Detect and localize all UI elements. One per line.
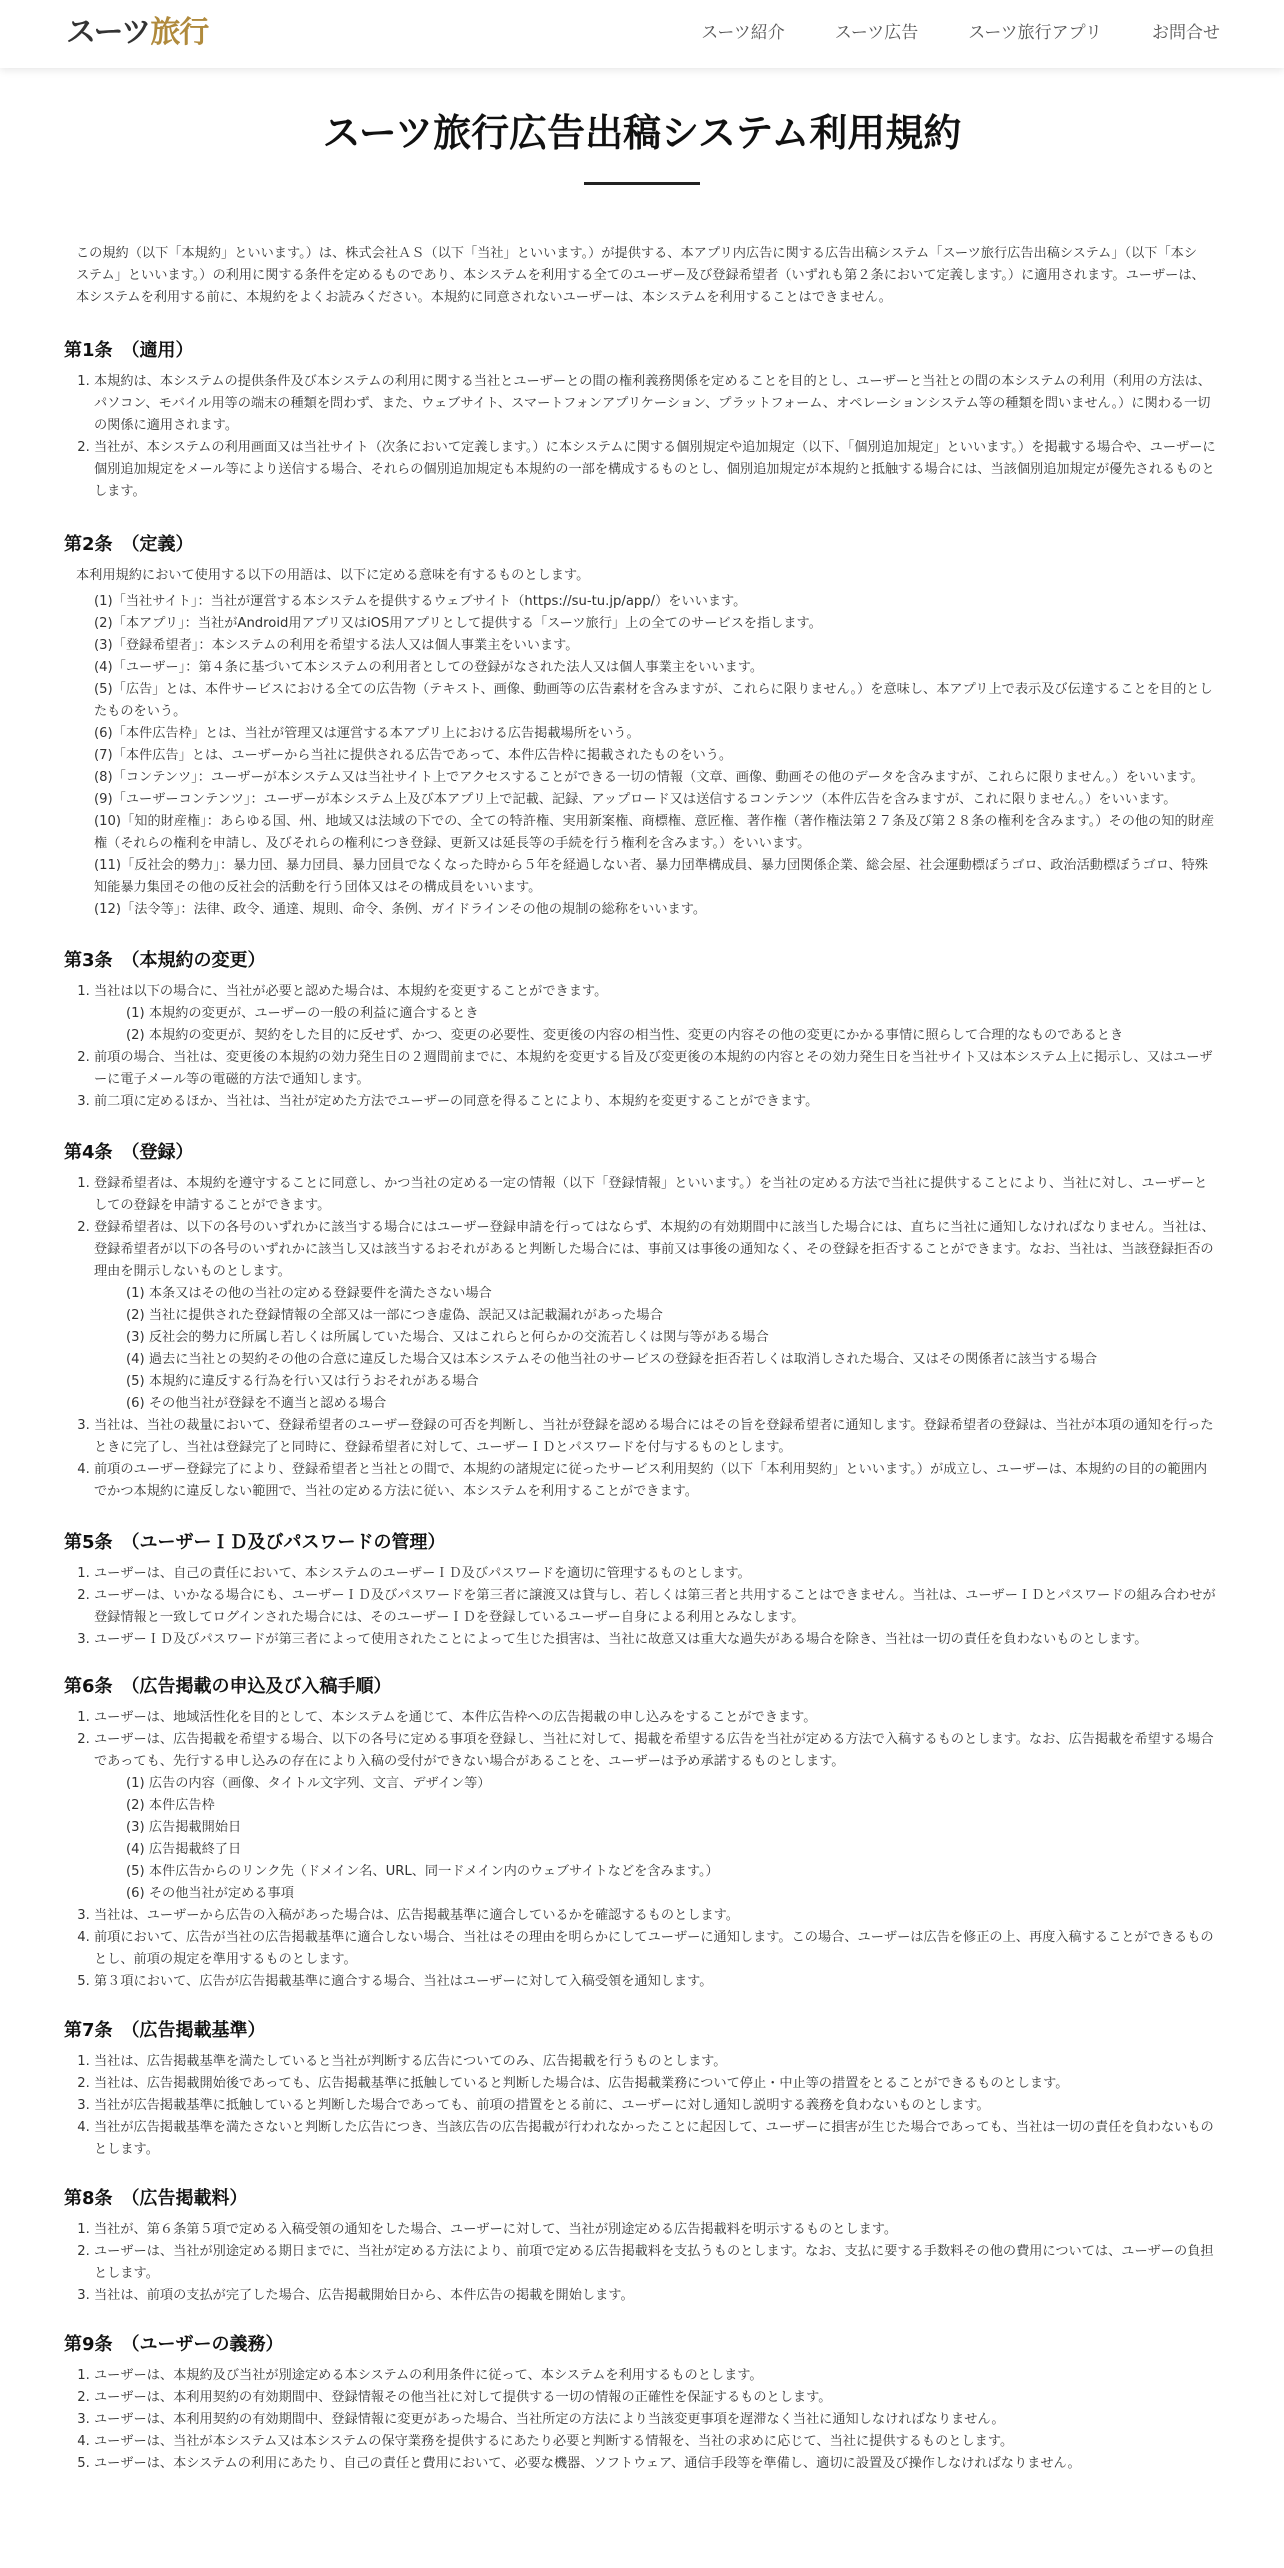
definition-item: (6)「本件広告枠」とは、当社が管理又は運営する本アプリ上における広告掲載場所をいう。 [94,726,640,741]
article-heading: 第6条 （広告掲載の申込及び入稿手順） [64,1676,392,1697]
definition-item: (10)「知的財産権」：あらゆる国、州、地域又は法域の下での、全ての特許権、実用新案権、商標権、意匠権、著作権（著作権法第２７条及び第２８条の権利を含みます。）その他の知的財産権（それらの権利を申請し、及びそれらの権利につき登録、更新又は延長等の手続を行う権利を含みます。）をいいます。 [94,814,1215,851]
sub-list [94,1773,1220,1905]
article-heading: 第8条 （広告掲載料） [64,2188,248,2209]
sub-list [94,1283,1220,1415]
list-item [94,1217,1220,1415]
list-item: 4. ユーザーは、当社が本システム又は本システムの保守業務を提供するにあたり必要と判断する情報を、当社の求めに応じて、当社に提供するものとします。 [94,2431,1220,2453]
list-item: 2. ユーザーは、当社が別途定める期日までに、当社が定める方法により、前項で定める広告掲載料を支払うものとします。なお、支払に要する手数料その他の費用については、ユーザーの負担とします。 [94,2241,1220,2285]
sub-item: (2) 当社に提供された登録情報の全部又は一部につき虚偽、誤記又は記載漏れがあった場合 [126,1308,663,1323]
page-title: スーツ旅行広告出稿システム利用規約 [322,111,962,155]
article-items [64,2051,1220,2161]
article-lead: 本利用規約において使用する以下の用語は、以下に定める意味を有するものとします。 [76,568,590,583]
article-4 [64,1139,1220,1503]
nav-link-contact[interactable]: お問合せ [1152,23,1220,42]
article-8 [64,2185,1220,2307]
site-header [0,0,1284,68]
list-item: 2. 前項の場合、当社は、変更後の本規約の効力発生日の２週間前までに、本規約を変更する旨及び変更後の本規約の内容とその効力発生日を当社サイト又は本システム上に掲示し、又はユーザーに電子メール等の電磁的方法で通知します。 [94,1047,1220,1091]
list-item: 3. 当社は、ユーザーから広告の入稿があった場合は、広告掲載基準に適合しているかを確認するものとします。 [94,1905,1220,1927]
sub-item: (2) 本件広告枠 [126,1798,215,1813]
nav-link-travel-app[interactable]: スーツ旅行アプリ [968,23,1102,42]
article-items [64,2219,1220,2307]
list-item: 3. 当社が広告掲載基準に抵触していると判断した場合であっても、前項の措置をとる前に、ユーザーに対し通知し説明する義務を負わないものとします。 [94,2095,1220,2117]
list-item: 2. ユーザーは、本利用契約の有効期間中、登録情報その他当社に対して提供する一切の情報の正確性を保証するものとします。 [94,2387,1220,2409]
logo-text-accent: 旅行 [150,15,209,50]
list-item: 1. 当社は、広告掲載基準を満たしていると当社が判断する広告についてのみ、広告掲載を行うものとします。 [94,2051,1220,2073]
list-item: 4. 前項のユーザー登録完了により、登録希望者と当社との間で、本規約の諸規定に従ったサービス利用契約（以下「本利用契約」といいます。）が成立し、ユーザーは、本規約の目的の範囲内でかつ本規約に違反しない範囲で、当社の定める方法に従い、本システムを利用することができます。 [94,1459,1220,1503]
article-heading: 第1条 （適用） [64,340,194,361]
sub-item: (2) 本規約の変更が、契約をした目的に反せず、かつ、変更の必要性、変更後の内容の相当性、変更の内容その他の変更にかかる事情に照らして合理的なものであるとき [126,1028,1124,1043]
article-heading: 第7条 （広告掲載基準） [64,2020,266,2041]
sub-item: (6) その他当社が定める事項 [126,1886,294,1901]
list-item: 5. ユーザーは、本システムの利用にあたり、自己の責任と費用において、必要な機器、ソフトウェア、通信手段等を準備し、適切に設置及び操作しなければなりません。 [94,2453,1220,2475]
list-item: 4. 前項において、広告が当社の広告掲載基準に適合しない場合、当社はその理由を明らかにしてユーザーに通知します。この場合、ユーザーは広告を修正の上、再度入稿することができるものとし、前項の規定を準用するものとします。 [94,1927,1220,1971]
article-heading: 第4条 （登録） [64,1142,194,1163]
list-item: 3. 当社は、当社の裁量において、登録希望者のユーザー登録の可否を判断し、当社が登録を認める場合にはその旨を登録希望者に通知します。登録希望者の登録は、当社が本項の通知を行ったときに完了し、当社は登録完了と同時に、登録希望者に対して、ユーザーＩＤとパスワードを付与するものとします。 [94,1415,1220,1459]
list-item [94,1729,1220,1905]
terms-content [0,106,1284,2475]
definition-item: (4)「ユーザー」：第４条に基づいて本システムの利用者としての登録がなされた法人又は個人事業主をいいます。 [94,660,764,675]
list-item-text: ユーザーは、広告掲載を希望する場合、以下の各号に定める事項を登録し、当社に対して、掲載を希望する広告を当社が定める方法で入稿するものとします。なお、広告掲載を希望する場合であっても、先行する申し込みの存在により入稿の受付ができない場合があることを、ユーザーは予め承諾するものとします。 [94,1732,1214,1769]
article-items [64,371,1220,503]
sub-item: (5) 本件広告からのリンク先（ドメイン名、URL、同一ドメイン内のウェブサイトなどを含みます。） [126,1864,719,1879]
sub-item: (3) 反社会的勢力に所属し若しくは所属していた場合、又はこれらと何らかの交流若しくは関与等がある場合 [126,1330,769,1345]
definition-item: (8)「コンテンツ」：ユーザーが本システム又は当社サイト上でアクセスすることができる一切の情報（文章、画像、動画その他のデータを含みますが、これらに限りません。）をいいます。 [94,770,1204,785]
article-3 [64,947,1220,1113]
definition-item: (5)「広告」とは、本件サービスにおける全ての広告物（テキスト、画像、動画等の広告素材を含みますが、これらに限りません。）を意味し、本アプリ上で表示及び伝達することを目的としたものをいう。 [94,682,1213,719]
definition-item: (3)「登録希望者」：本システムの利用を希望する法人又は個人事業主をいいます。 [94,638,579,653]
article-heading: 第5条 （ユーザーＩＤ及びパスワードの管理） [64,1532,446,1553]
sub-item: (1) 本条又はその他の当社の定める登録要件を満たさない場合 [126,1286,492,1301]
definition-item: (11)「反社会的勢力」：暴力団、暴力団員、暴力団員でなくなった時から５年を経過しない者、暴力団準構成員、暴力団関係企業、総会屋、社会運動標ぼうゴロ、政治活動標ぼうゴロ、特殊知能暴力集団その他の反社会的活動を行う団体又はその構成員をいいます。 [94,858,1208,895]
article-items [64,981,1220,1113]
list-item: 1. ユーザーは、地域活性化を目的として、本システムを通じて、本件広告枠への広告掲載の申し込みをすることができます。 [94,1707,1220,1729]
article-9 [64,2331,1220,2475]
sub-list [94,1003,1220,1047]
list-item: 1. ユーザーは、本規約及び当社が別途定める本システムの利用条件に従って、本システムを利用するものとします。 [94,2365,1220,2387]
article-7 [64,2017,1220,2161]
article-2 [64,531,1220,921]
definition-item: (7)「本件広告」とは、ユーザーから当社に提供される広告であって、本件広告枠に掲載されたものをいう。 [94,748,733,763]
list-item: 2. ユーザーは、いかなる場合にも、ユーザーＩＤ及びパスワードを第三者に譲渡又は貸与し、若しくは第三者と共用することはできません。当社は、ユーザーＩＤとパスワードの組み合わせが登録情報と一致してログインされた場合には、そのユーザーＩＤを登録しているユーザー自身による利用とみなします。 [94,1585,1220,1629]
title-underline [584,182,700,185]
definition-item: (2)「本アプリ」：当社がAndroid用アプリ又はiOS用アプリとして提供する「スーツ旅行」上の全てのサービスを指します。 [94,616,822,631]
article-items [64,1563,1220,1651]
list-item: 1. 本規約は、本システムの提供条件及び本システムの利用に関する当社とユーザーとの間の権利義務関係を定めることを目的とし、ユーザーと当社との間の本システムの利用（利用の方法は、パソコン、モバイル用等の端末の種類を問わず、また、ウェブサイト、スマートフォンアプリケーション、プラットフォーム、オペレーションシステム等の種類を問いません。）に関わる一切の関係に適用されます。 [94,371,1220,437]
sub-item: (4) 過去に当社との契約その他の合意に違反した場合又は本システムその他当社のサービスの登録を拒否若しくは取消しされた場合、又はその関係者に該当する場合 [126,1352,1098,1367]
article-heading: 第3条 （本規約の変更） [64,950,266,971]
definition-item: (1)「当社サイト」：当社が運営する本システムを提供するウェブサイト（https://su-tu.jp/app/）をいいます。 [94,594,747,609]
main-nav [651,22,1220,44]
article-items [64,1173,1220,1503]
list-item: 1. 当社が、第６条第５項で定める入稿受領の通知をした場合、ユーザーに対して、当社が別途定める広告掲載料を明示するものとします。 [94,2219,1220,2241]
list-item: 3. 当社は、前項の支払が完了した場合、広告掲載開始日から、本件広告の掲載を開始します。 [94,2285,1220,2307]
article-heading: 第9条 （ユーザーの義務） [64,2334,284,2355]
list-item: 1. 登録希望者は、本規約を遵守することに同意し、かつ当社の定める一定の情報（以下「登録情報」といいます。）を当社の定める方法で当社に提供することにより、当社に対し、ユーザーとしての登録を申請することができます。 [94,1173,1220,1217]
list-item: 5. 第３項において、広告が広告掲載基準に適合する場合、当社はユーザーに対して入稿受領を通知します。 [94,1971,1220,1993]
list-item [94,981,1220,1047]
article-5 [64,1529,1220,1651]
sub-item: (1) 広告の内容（画像、タイトル文字列、文言、デザイン等） [126,1776,491,1791]
article-1 [64,337,1220,503]
list-item: 3. 前二項に定めるほか、当社は、当社が定めた方法でユーザーの同意を得ることにより、本規約を変更することができます。 [94,1091,1220,1113]
sub-item: (5) 本規約に違反する行為を行い又は行うおそれがある場合 [126,1374,479,1389]
list-item-text: 登録希望者は、以下の各号のいずれかに該当する場合にはユーザー登録申請を行ってはならず、本規約の有効期間中に該当した場合には、直ちに当社に通知しなければなりません。当社は、登録希望者が以下の各号のいずれかに該当し又は該当するおそれがあると判断した場合には、事前又は事後の通知なく、その登録を拒否することができます。なお、当社は、当該登録拒否の理由を開示しないものとします。 [94,1220,1215,1279]
list-item-text: 当社は以下の場合に、当社が必要と認めた場合は、本規約を変更することができます。 [94,984,608,999]
list-item: 3. ユーザーは、本利用契約の有効期間中、登録情報に変更があった場合、当社所定の方法により当該変更事項を遅滞なく当社に通知しなければなりません。 [94,2409,1220,2431]
list-item: 4. 当社が広告掲載基準を満たさないと判断した広告につき、当該広告の広告掲載が行われなかったことに起因して、ユーザーに損害が生じた場合であっても、当社は一切の責任を負わないものとします。 [94,2117,1220,2161]
sub-item: (6) その他当社が登録を不適当と認める場合 [126,1396,387,1411]
article-6 [64,1673,1220,1993]
sub-item: (4) 広告掲載終了日 [126,1842,242,1857]
logo-text-main: スーツ [66,15,151,50]
nav-link-suit-intro[interactable]: スーツ紹介 [701,23,785,42]
intro-paragraph: この規約（以下「本規約」といいます。）は、株式会社ＡＳ（以下「当社」といいます。）が提供する、本アプリ内広告に関する広告出稿システム「スーツ旅行広告出稿システム」（以下「本システム」といいます。）の利用に関する条件を定めるものであり、本システムを利用する全てのユーザー及び登録希望者（いずれも第２条において定義します。）に適用されます。ユーザーは、本システムを利用する前に、本規約をよくお読みください。本規約に同意されないユーザーは、本システムを利用することはできません。 [76,246,1205,305]
list-item: 2. 当社が、本システムの利用画面又は当社サイト（次条において定義します。）に本システムに関する個別規定や追加規定（以下、「個別追加規定」といいます。）を掲載する場合や、ユーザーに個別追加規定をメール等により送信する場合、それらの個別追加規定も本規約の一部を構成するものとし、個別追加規定が本規約と抵触する場合には、当該個別追加規定が優先されるものとします。 [94,437,1220,503]
article-items [64,2365,1220,2475]
sub-item: (1) 本規約の変更が、ユーザーの一般の利益に適合するとき [126,1006,479,1021]
definition-item: (9)「ユーザーコンテンツ」：ユーザーが本システム上及び本アプリ上で記載、記録、アップロード又は送信するコンテンツ（本件広告を含みますが、これに限りません。）をいいます。 [94,792,1177,807]
article-items [64,1707,1220,1993]
sub-item: (3) 広告掲載開始日 [126,1820,242,1835]
nav-link-suit-ads[interactable]: スーツ広告 [834,23,919,42]
definition-item: (12)「法令等」：法律、政令、通達、規則、命令、条例、ガイドラインその他の規制の総称をいいます。 [94,902,707,917]
article-heading: 第2条 （定義） [64,534,194,555]
list-item: 1. ユーザーは、自己の責任において、本システムのユーザーＩＤ及びパスワードを適切に管理するものとします。 [94,1563,1220,1585]
definition-list [64,591,1220,921]
list-item: 2. 当社は、広告掲載開始後であっても、広告掲載基準に抵触していると判断した場合は、広告掲載業務について停止・中止等の措置をとることができるものとします。 [94,2073,1220,2095]
list-item: 3. ユーザーＩＤ及びパスワードが第三者によって使用されたことによって生じた損害は、当社に故意又は重大な過失がある場合を除き、当社は一切の責任を負わないものとします。 [94,1629,1220,1651]
site-logo[interactable] [66,14,208,52]
